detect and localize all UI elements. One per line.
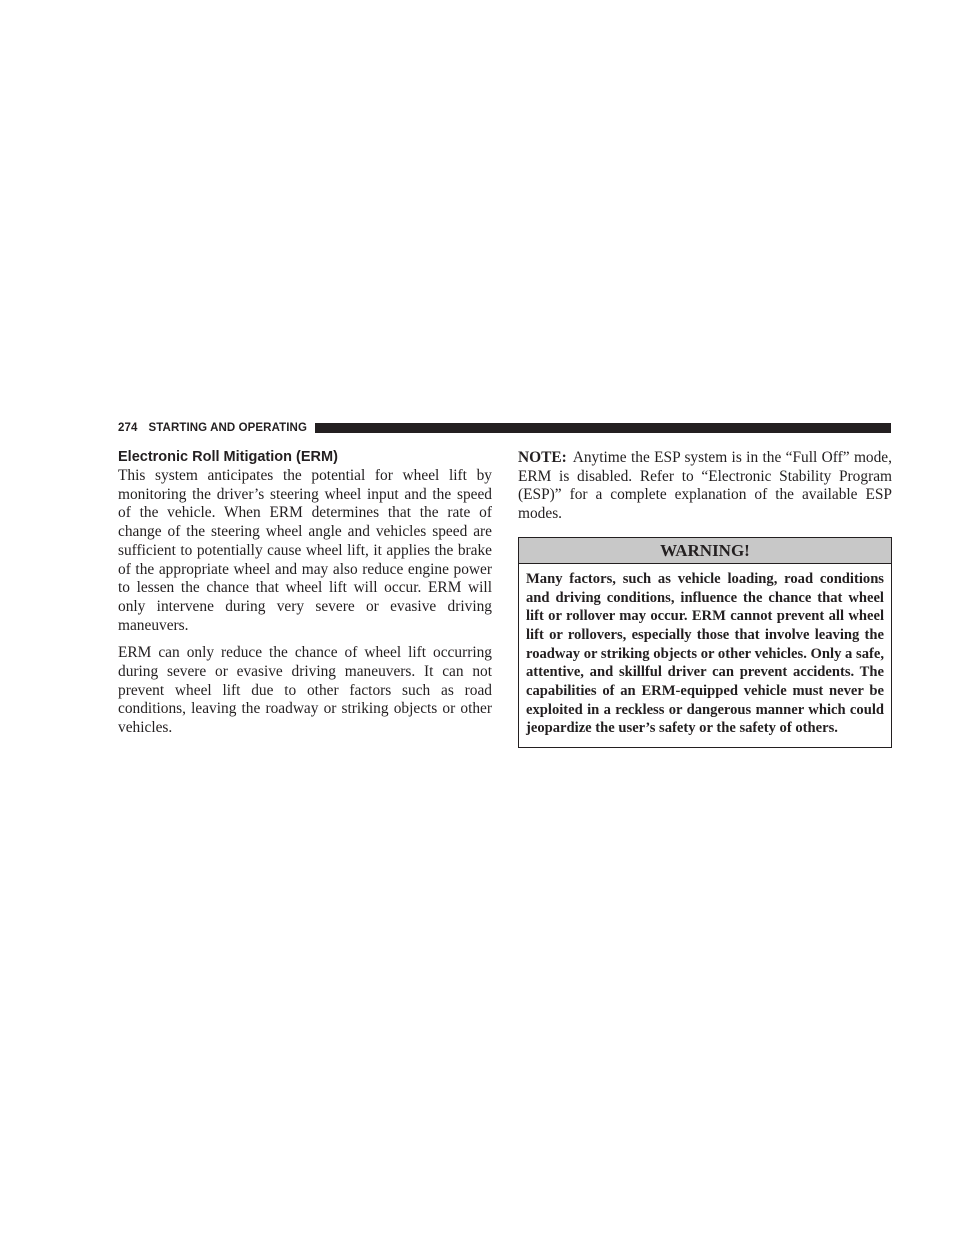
warning-text: Many factors, such as vehicle loading, road conditions and driving conditions, influence the chance that wheel lift or rollover may occur. ERM cannot prevent all wheel lift or rollovers, especially those that involve leaving the roadway or striking objects or other vehicles. Only a safe, attentive, and skillful driver can prevent accidents. The capabilities of an ERM-equipped vehicle must never be exploited in a reckless or dangerous manner which could jeopardize the user’s safety or the safety of others. bbox=[526, 570, 884, 737]
note-text: Anytime the ESP system is in the “Full Off” mode, ERM is disabled. Refer to “Electronic Stability Program (ESP)” for a complete explanation of the available ESP modes. bbox=[518, 449, 892, 523]
page-number: 274 bbox=[118, 422, 138, 434]
note-paragraph bbox=[518, 449, 892, 524]
warning-title: WARNING! bbox=[519, 538, 891, 564]
body-paragraph-1: This system anticipates the potential for wheel lift by monitoring the driver’s steering wheel input and the speed of the vehicle. When ERM determines that the rate of change of the steering wheel angle and vehicles speed are sufficient to potentially cause wheel lift, it applies the brake of the appropriate wheel and may also reduce engine power to lessen the chance that wheel lift will occur. ERM will only intervene during very severe or evasive driving maneuvers. bbox=[118, 467, 492, 634]
warning-box bbox=[518, 537, 892, 748]
header-rule bbox=[315, 423, 891, 433]
body-paragraph-2: ERM can only reduce the chance of wheel lift occurring during severe or evasive driving maneuvers. It can not prevent wheel lift due to other factors such as road conditions, leaving the roadway or striking objects or other vehicles. bbox=[118, 644, 492, 737]
right-column bbox=[518, 447, 892, 748]
left-column bbox=[118, 447, 492, 738]
page-header bbox=[118, 420, 891, 436]
note-label: NOTE: bbox=[518, 449, 567, 466]
section-title: STARTING AND OPERATING bbox=[148, 422, 308, 434]
section-heading: Electronic Roll Mitigation (ERM) bbox=[118, 449, 338, 465]
